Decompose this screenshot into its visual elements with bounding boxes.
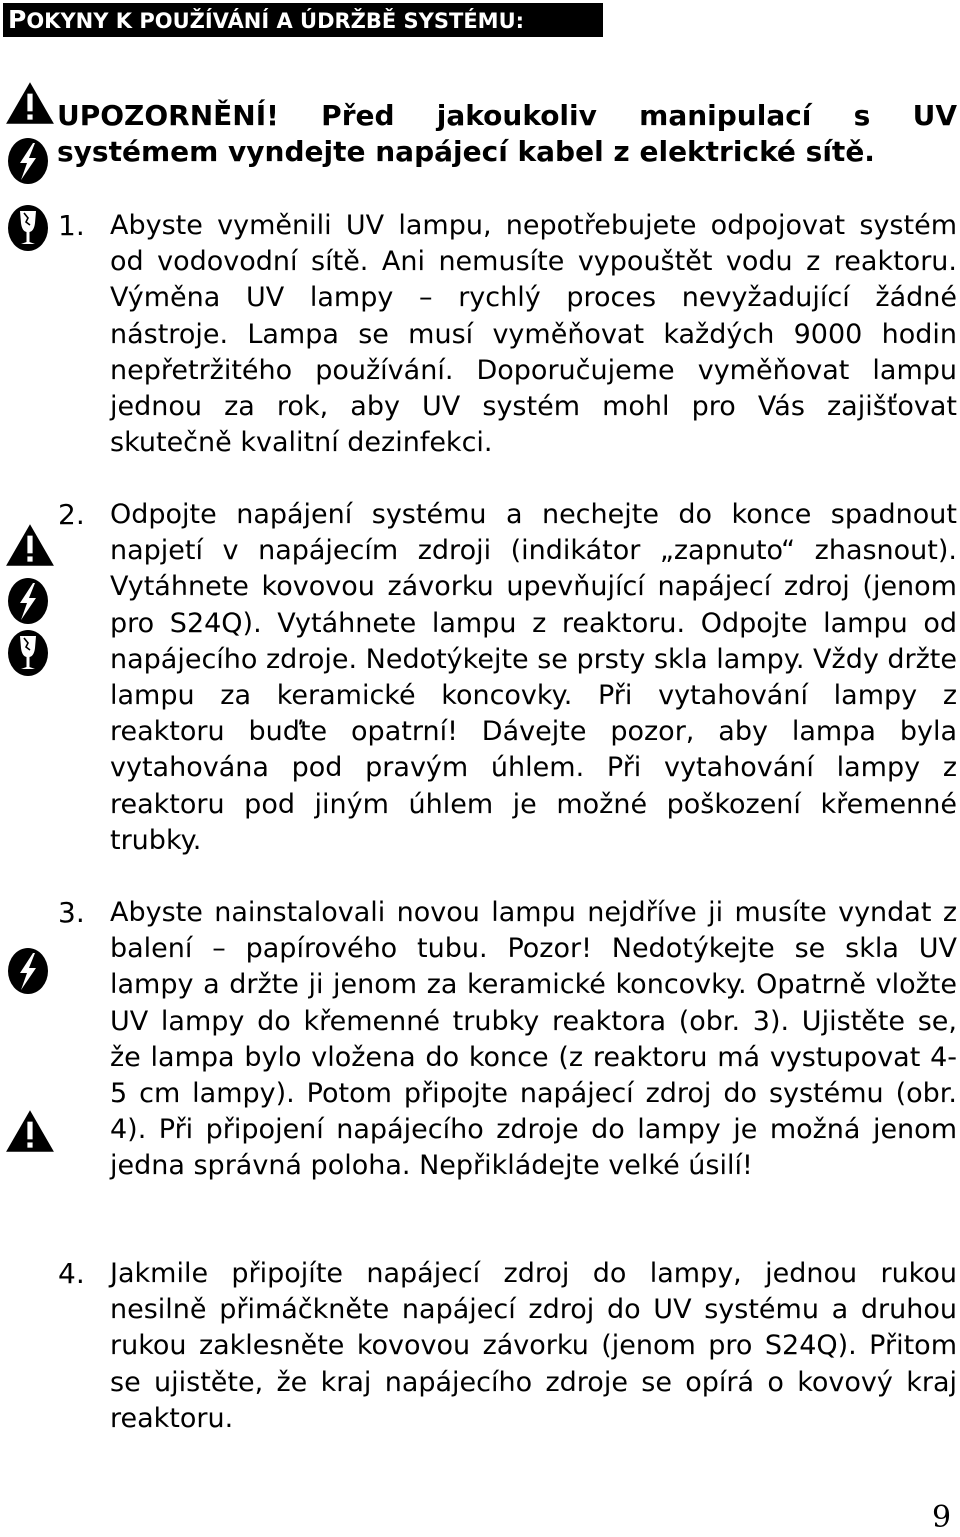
electric-hazard-icon [6,576,50,626]
header-initial: P [8,5,27,34]
fragile-glass-icon [6,628,50,678]
item-number: 1. [58,209,85,242]
page-header [3,3,603,37]
warning-triangle-icon [4,522,56,568]
warning-triangle-icon [4,1108,56,1154]
item-text: Abyste nainstalovali novou lampu nejdříve ji musíte vyndat z balení – papírového tubu. Pozor! Nedotýkejte se skla UV lampy a držte ji jenom za keramické koncovky. Opatrně vložte UV lampy do křemenné trubky reaktora (obr. 3). Ujistěte se, že lampa bylo vložena do konce (z reaktoru má vystupovat 4-5 cm lampy). Potom připojte napájecí zdroj do systému (obr. 4). Při připojení napájecího zdroje do lampy je možná jenom jedna správná poloha. Nepřikládejte velké úsilí! [110,897,957,1182]
electric-hazard-icon [6,136,50,186]
header-title: OKYNY K POUŽÍVÁNÍ A ÚDRŽBĚ SYSTÉMU: [26,9,525,33]
warning-triangle-icon [4,80,56,126]
item-number: 2. [58,498,85,531]
item-text: Jakmile připojíte napájecí zdroj do lampy, jednou rukou nesilně přimáčkněte napájecí zdroj do UV systému a druhou rukou zaklesněte kovovou závorku (jenom pro S24Q). Přitom se ujistěte, že kraj napájecího zdroje se opírá o kovový kraj reaktoru. [110,1258,957,1434]
item-text: Odpojte napájení systému a nechejte do konce spadnout napjetí v napájecím zdroji (indikátor „zapnuto“ zhasnout). Vytáhnete kovovou závorku upevňující napájecí zdroj (jenom pro S24Q). Vytáhnete lampu z reaktoru. Odpojte lampu od napájecího zdroje. Nedotýkejte se prsty skla lampy. Vždy držte lampu za keramické koncovky. Při vytahování lampy z reaktoru buďte opatrní! Dávejte pozor, aby lampa byla vytahována pod pravým úhlem. Při vytahování lampy z reaktoru pod jiným úhlem je možné poškození křemenné trubky. [110,499,958,856]
page-number: 9 [932,1500,952,1535]
item-text: Abyste vyměnili UV lampu, nepotřebujete odpojovat systém od vodovodní sítě. Ani nemusíte vypouštět vodu z reaktoru. Výměna UV lampy – rychlý proces nevyžadující žádné nástroje. Lampa se musí vyměňovat každých 9000 hodin nepřetržitého používání. Doporučujeme vyměňovat lampu jednou za rok, aby UV systém mohl pro Vás zajišťovat skutečně kvalitní dezinfekci. [110,210,957,459]
electric-hazard-icon [6,946,50,996]
warning-text: UPOZORNĚNÍ! Před jakoukoliv manipulací s UV systémem vyndejte napájecí kabel z elektrické sítě. [57,99,957,168]
fragile-glass-icon [6,203,50,253]
item-number: 3. [58,896,85,929]
item-number: 4. [58,1257,85,1290]
